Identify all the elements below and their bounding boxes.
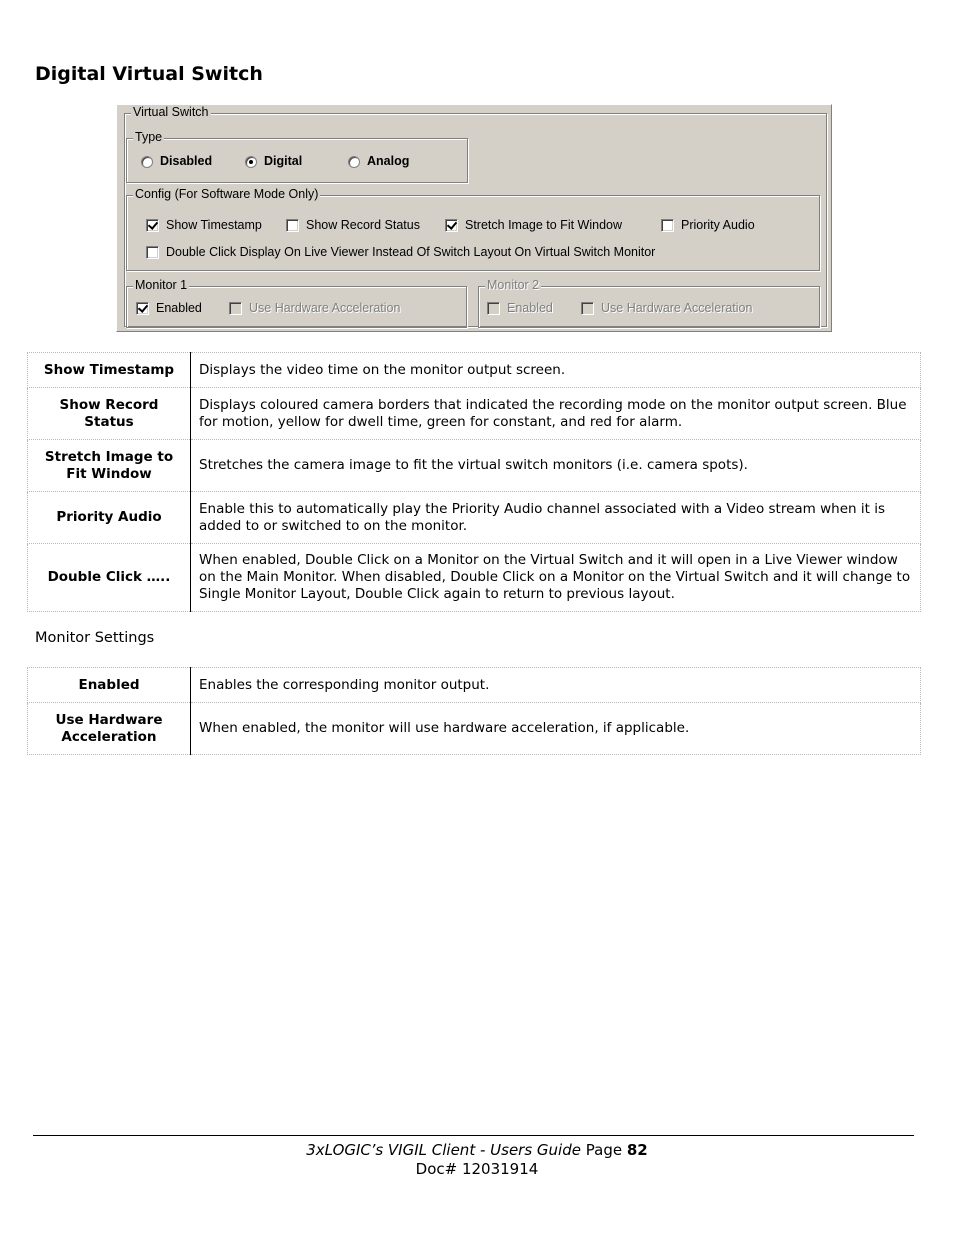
monitor-1-hw-accel-label: Use Hardware Acceleration (249, 301, 401, 315)
table-row (28, 440, 921, 492)
table-row (28, 388, 921, 440)
term-cell: Priority Audio (28, 492, 191, 544)
term-cell: Enabled (28, 668, 191, 703)
monitor-settings-heading: Monitor Settings (35, 630, 155, 646)
monitor-2-hw-accel-label: Use Hardware Acceleration (601, 301, 753, 315)
monitor-2-hw-accel-checkbox[interactable] (581, 301, 752, 316)
double-click-label: Double Click Display On Live Viewer Instead Of Switch Layout On Virtual Switch Monitor (166, 245, 656, 259)
monitor-2-enabled-label: Enabled (507, 301, 553, 315)
type-digital-radio[interactable] (245, 154, 302, 169)
footer-divider (33, 1135, 914, 1136)
term-cell: Show Timestamp (28, 353, 191, 388)
config-definitions-table (27, 352, 921, 612)
monitor-1-group (126, 278, 467, 328)
show-record-status-label: Show Record Status (306, 218, 420, 232)
description-cell: When enabled, Double Click on a Monitor on the Virtual Switch and it will open in a Live Viewer window on the Main Monitor. When disabled, Double Click on a Monitor on the Virtual Switch and it will change to Single Monitor Layout, Double Click again to return to previous layout. (191, 544, 921, 612)
description-cell: When enabled, the monitor will use hardware acceleration, if applicable. (191, 703, 921, 755)
monitor-1-legend: Monitor 1 (135, 278, 188, 292)
double-click-checkbox[interactable] (146, 245, 655, 260)
config-legend: Config (For Software Mode Only) (135, 187, 319, 201)
monitor-1-enabled-label: Enabled (156, 301, 202, 315)
stretch-image-label: Stretch Image to Fit Window (465, 218, 623, 232)
show-record-status-checkbox[interactable] (286, 218, 420, 233)
monitor-2-group (478, 278, 820, 328)
page-heading: Digital Virtual Switch (35, 63, 263, 85)
table-row (28, 492, 921, 544)
table-row (28, 544, 921, 612)
term-cell: Use Hardware Acceleration (28, 703, 191, 755)
footer-page-number: 82 (626, 1141, 648, 1159)
checkbox-checked-icon (136, 302, 149, 315)
checkbox-icon (146, 246, 159, 259)
footer-page-word: Page (585, 1141, 623, 1159)
page-footer (0, 1141, 954, 1179)
description-cell: Displays the video time on the monitor output screen. (191, 353, 921, 388)
type-legend: Type (135, 130, 163, 144)
checkbox-icon (661, 219, 674, 232)
radio-icon (141, 156, 153, 168)
table-row (28, 703, 921, 755)
checkbox-disabled-icon (229, 302, 242, 315)
type-disabled-label: Disabled (160, 154, 213, 168)
monitor-1-enabled-checkbox[interactable] (136, 301, 202, 316)
table-row (28, 353, 921, 388)
checkbox-checked-icon (445, 219, 458, 232)
config-group (126, 187, 820, 271)
checkbox-disabled-icon (487, 302, 500, 315)
description-cell: Displays coloured camera borders that indicated the recording mode on the monitor output screen. Blue for motion, yellow for dwell time, green for constant, and red for alarm. (191, 388, 921, 440)
monitor-1-hw-accel-checkbox[interactable] (229, 301, 400, 316)
footer-doc-title: 3xLOGIC’s VIGIL Client - Users Guide (306, 1141, 581, 1159)
term-cell: Stretch Image to Fit Window (28, 440, 191, 492)
monitor-2-legend: Monitor 2 (487, 278, 540, 292)
virtual-switch-dialog (116, 104, 832, 332)
monitor-2-enabled-checkbox[interactable] (487, 301, 553, 316)
type-group (126, 130, 468, 183)
description-cell: Enables the corresponding monitor output. (191, 668, 921, 703)
priority-audio-checkbox[interactable] (661, 218, 755, 233)
radio-icon (348, 156, 360, 168)
virtual-switch-legend: Virtual Switch (133, 105, 209, 119)
priority-audio-label: Priority Audio (681, 218, 755, 232)
type-analog-label: Analog (367, 154, 410, 168)
radio-selected-icon (245, 156, 257, 168)
description-cell: Enable this to automatically play the Priority Audio channel associated with a Video stream when it is added to or switched to on the monitor. (191, 492, 921, 544)
show-timestamp-checkbox[interactable] (146, 218, 262, 233)
checkbox-icon (286, 219, 299, 232)
term-cell: Double Click ….. (28, 544, 191, 612)
description-cell: Stretches the camera image to fit the virtual switch monitors (i.e. camera spots). (191, 440, 921, 492)
table-row (28, 668, 921, 703)
show-timestamp-label: Show Timestamp (166, 218, 262, 232)
type-disabled-radio[interactable] (141, 154, 212, 169)
term-cell: Show Record Status (28, 388, 191, 440)
checkbox-checked-icon (146, 219, 159, 232)
type-digital-label: Digital (264, 154, 303, 168)
checkbox-disabled-icon (581, 302, 594, 315)
monitor-settings-table (27, 667, 921, 755)
footer-title-line (0, 1141, 954, 1160)
footer-doc-number: Doc# 12031914 (415, 1160, 539, 1178)
stretch-image-checkbox[interactable] (445, 218, 622, 233)
type-analog-radio[interactable] (348, 154, 409, 169)
